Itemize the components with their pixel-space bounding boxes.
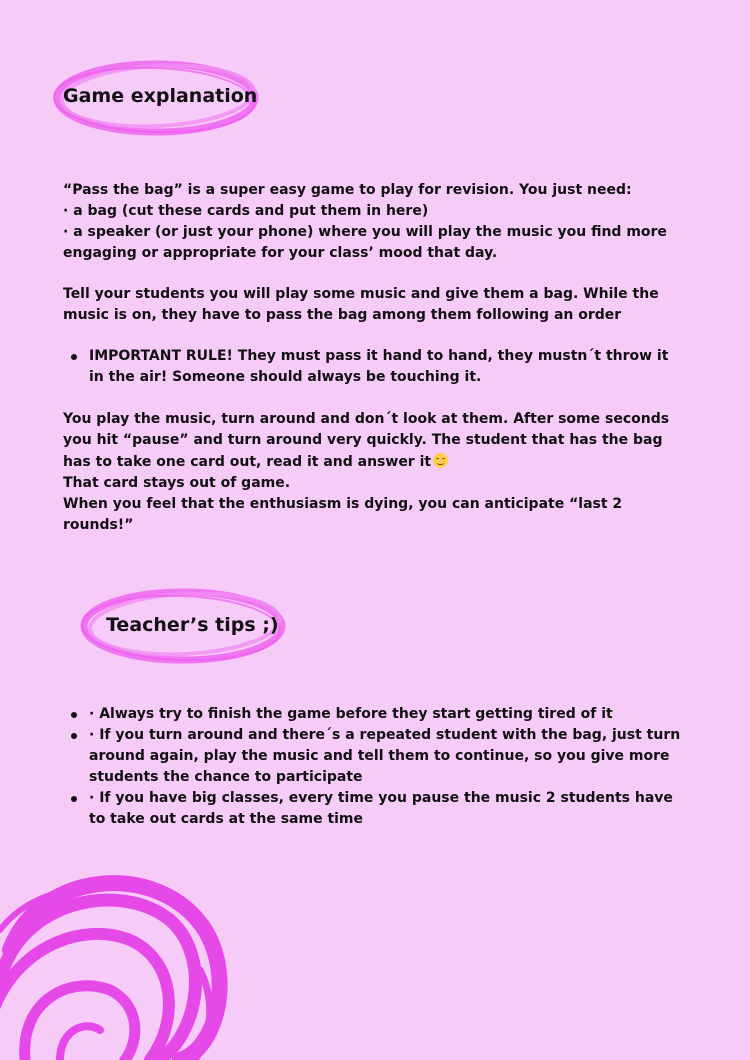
text-line: students the chance to participate <box>89 769 363 785</box>
list-item <box>63 346 703 388</box>
game-explanation-heading-block <box>50 58 265 140</box>
text-line: When you feel that the enthusiasm is dying, you can anticipate “last 2 <box>63 496 623 512</box>
section-heading: Game explanation <box>63 85 258 107</box>
text-line: · a speaker (or just your phone) where you will play the music you find more <box>63 224 667 240</box>
text-line: IMPORTANT RULE! They must pass it hand to hand, they mustn´t throw it <box>89 348 669 364</box>
text-line: · If you turn around and there´s a repeated student with the bag, just turn <box>89 727 681 743</box>
text-line: around again, play the music and tell them to continue, so you give more <box>89 748 670 764</box>
teachers-tips-heading-block <box>78 586 290 668</box>
smiling-face-emoji-icon <box>433 453 448 468</box>
text-line: · Always try to finish the game before they start getting tired of it <box>89 706 613 722</box>
text-line: to take out cards at the same time <box>89 811 364 827</box>
text-line: engaging or appropriate for your class’ mood that day. <box>63 245 498 261</box>
intro-paragraph <box>63 180 688 264</box>
list-item <box>63 788 703 830</box>
section-heading: Teacher’s tips ;) <box>106 614 279 636</box>
bullet-icon <box>71 354 77 360</box>
text-line: You play the music, turn around and don´t look at them. After some seconds <box>63 411 670 427</box>
text-line: music is on, they have to pass the bag among them following an order <box>63 307 622 323</box>
text-line: rounds!” <box>63 517 134 533</box>
text-line: Tell your students you will play some music and give them a bag. While the <box>63 286 659 302</box>
text-line: “Pass the bag” is a super easy game to play for revision. You just need: <box>63 182 632 198</box>
text-line: has to take one card out, read it and answer it <box>63 454 432 470</box>
list-item <box>63 704 703 725</box>
text-line: That card stays out of game. <box>63 475 291 491</box>
text-line: in the air! Someone should always be touching it. <box>89 369 482 385</box>
list-item <box>63 725 703 788</box>
bullet-icon <box>71 796 77 802</box>
text-line: · If you have big classes, every time you pause the music 2 students have <box>89 790 673 806</box>
tips-list <box>63 704 703 830</box>
play-paragraph <box>63 409 688 536</box>
rule-list <box>63 346 703 388</box>
text-line: you hit “pause” and turn around very quickly. The student that has the bag <box>63 432 663 448</box>
text-line: · a bag (cut these cards and put them in here) <box>63 203 429 219</box>
bullet-icon <box>71 733 77 739</box>
bullet-icon <box>71 712 77 718</box>
scribble-decoration <box>0 860 240 1060</box>
text-line-with-emoji <box>63 451 688 473</box>
setup-paragraph <box>63 284 688 326</box>
